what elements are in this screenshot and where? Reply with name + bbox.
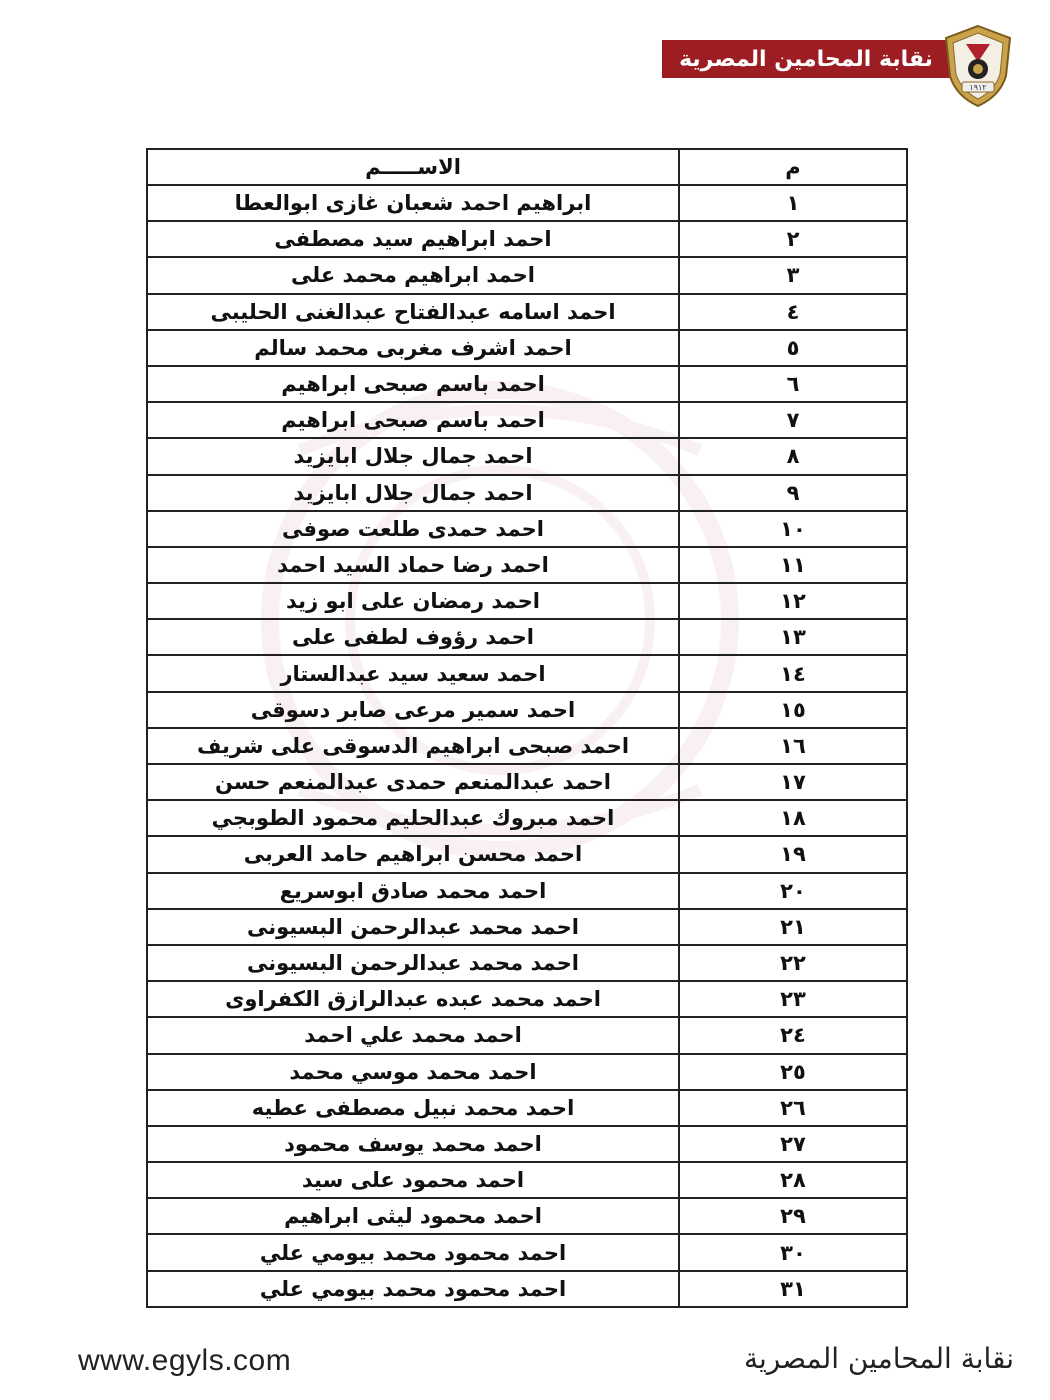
row-name: احمد محمد عبده عبدالرازق الكفراوى [147,981,679,1017]
row-name: احمد رمضان على ابو زيد [147,583,679,619]
row-name: احمد جمال جلال ابايزيد [147,475,679,511]
table-row [147,511,907,547]
row-name: احمد صبحى ابراهيم الدسوقى على شريف [147,728,679,764]
row-name: احمد محمود محمد بيومي علي [147,1271,679,1307]
table-row [147,185,907,221]
table-row [147,583,907,619]
row-number: ١٦ [679,728,907,764]
row-number: ٣١ [679,1271,907,1307]
row-number: ١ [679,185,907,221]
row-number: ٢٧ [679,1126,907,1162]
row-name: احمد سعيد سيد عبدالستار [147,655,679,691]
row-name: احمد حمدى طلعت صوفى [147,511,679,547]
column-header-number: م [679,149,907,185]
table-row [147,836,907,872]
table-row [147,257,907,293]
row-number: ٢٩ [679,1198,907,1234]
table-row [147,764,907,800]
row-number: ٦ [679,366,907,402]
table-row [147,475,907,511]
row-number: ٧ [679,402,907,438]
table-row [147,692,907,728]
row-name: احمد اسامه عبدالفتاح عبدالغنى الحليبى [147,294,679,330]
row-number: ٥ [679,330,907,366]
table-row [147,438,907,474]
table-row [147,800,907,836]
row-number: ٢٤ [679,1017,907,1053]
row-name: احمد رؤوف لطفى على [147,619,679,655]
row-name: احمد محمود على سيد [147,1162,679,1198]
row-name: احمد سمير مرعى صابر دسوقى [147,692,679,728]
row-number: ٢٥ [679,1054,907,1090]
table-row [147,1162,907,1198]
table-row [147,294,907,330]
table-header-row [147,149,907,185]
row-number: ١٨ [679,800,907,836]
table-row [147,1054,907,1090]
table-row [147,1198,907,1234]
row-number: ١٢ [679,583,907,619]
row-number: ٣ [679,257,907,293]
table-row [147,655,907,691]
row-name: احمد باسم صبحى ابراهيم [147,366,679,402]
table-row [147,1126,907,1162]
table-row [147,909,907,945]
row-name: احمد محمود ليثى ابراهيم [147,1198,679,1234]
row-number: ٢٢ [679,945,907,981]
row-name: احمد اشرف مغربى محمد سالم [147,330,679,366]
row-number: ٣٠ [679,1234,907,1270]
row-name: احمد مبروك عبدالحليم محمود الطوبجي [147,800,679,836]
names-table [146,148,908,1308]
row-name: احمد محمود محمد بيومي علي [147,1234,679,1270]
row-number: ٢٦ [679,1090,907,1126]
logo-year: ١٩١٢ [969,83,987,92]
row-name: احمد محمد صادق ابوسريع [147,873,679,909]
row-name: احمد عبدالمنعم حمدى عبدالمنعم حسن [147,764,679,800]
row-name: احمد رضا حماد السيد احمد [147,547,679,583]
row-name: احمد محمد علي احمد [147,1017,679,1053]
row-number: ١٤ [679,655,907,691]
row-name: احمد محمد عبدالرحمن البسيونى [147,909,679,945]
row-number: ٢ [679,221,907,257]
table-row [147,1017,907,1053]
row-name: احمد محمد نبيل مصطفى عطيه [147,1090,679,1126]
row-number: ٢٣ [679,981,907,1017]
table-row [147,402,907,438]
row-number: ٤ [679,294,907,330]
row-name: ابراهيم احمد شعبان غازى ابوالعطا [147,185,679,221]
table-row [147,1090,907,1126]
row-number: ٩ [679,475,907,511]
row-number: ١٩ [679,836,907,872]
row-name: احمد ابراهيم سيد مصطفى [147,221,679,257]
row-number: ٨ [679,438,907,474]
table-row [147,366,907,402]
table-row [147,728,907,764]
row-number: ١٣ [679,619,907,655]
row-number: ١٧ [679,764,907,800]
row-name: احمد ابراهيم محمد على [147,257,679,293]
row-number: ٢٠ [679,873,907,909]
table-row [147,619,907,655]
row-name: احمد جمال جلال ابايزيد [147,438,679,474]
footer-website: www.egyls.com [78,1344,292,1377]
table-row [147,221,907,257]
row-name: احمد محمد عبدالرحمن البسيونى [147,945,679,981]
row-name: احمد محمد يوسف محمود [147,1126,679,1162]
table-row [147,1271,907,1307]
header-banner [662,40,950,78]
footer-org-name: نقابة المحامين المصرية [744,1342,1014,1375]
row-number: ١٠ [679,511,907,547]
table-row [147,330,907,366]
lawyers-syndicate-shield-icon [942,24,1014,108]
table-row [147,547,907,583]
row-name: احمد محسن ابراهيم حامد العربى [147,836,679,872]
row-name: احمد باسم صبحى ابراهيم [147,402,679,438]
row-name: احمد محمد موسي محمد [147,1054,679,1090]
row-number: ١٥ [679,692,907,728]
table-row [147,873,907,909]
table-row [147,981,907,1017]
table-row [147,945,907,981]
row-number: ٢٨ [679,1162,907,1198]
banner-title: نقابة المحامين المصرية [679,46,933,72]
row-number: ١١ [679,547,907,583]
table-row [147,1234,907,1270]
column-header-name: الاســـــم [147,149,679,185]
row-number: ٢١ [679,909,907,945]
